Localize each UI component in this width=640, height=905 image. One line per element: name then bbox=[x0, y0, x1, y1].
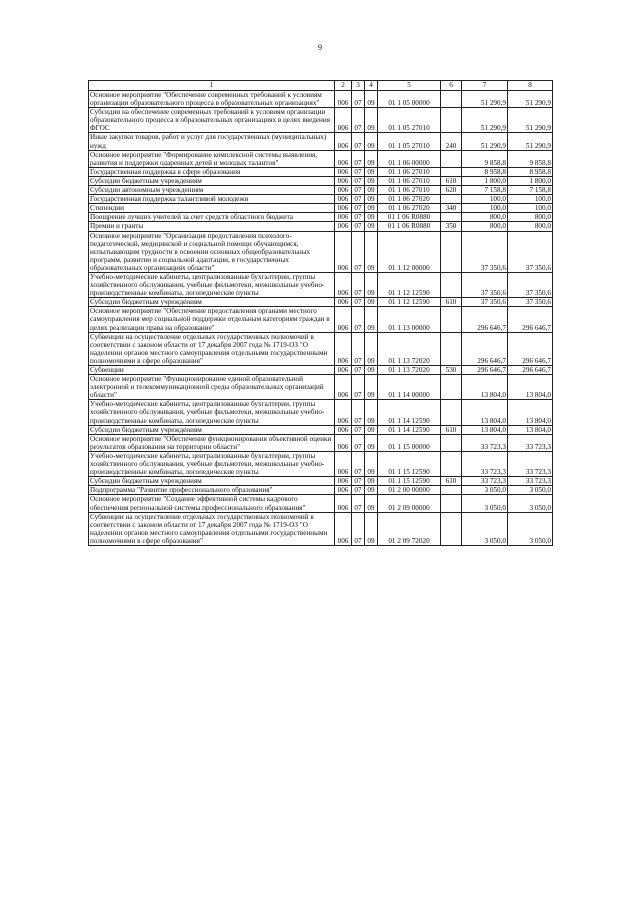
row-value-cell: 07 bbox=[352, 512, 365, 545]
row-value-cell: 13 804,0 bbox=[508, 425, 553, 434]
row-name-cell: Субсидии бюджетным учреждениям bbox=[89, 298, 335, 307]
row-value-cell: 09 bbox=[365, 213, 378, 222]
row-value-cell: 350 bbox=[441, 222, 462, 231]
row-value-cell: 006 bbox=[335, 272, 352, 297]
row-value-cell: 7 158,8 bbox=[462, 186, 508, 195]
row-name-cell: Иные закупки товаров, работ и услуг для государственных (муниципальных) нужд bbox=[89, 133, 335, 150]
row-value-cell: 006 bbox=[335, 298, 352, 307]
row-value-cell: 07 bbox=[352, 486, 365, 495]
table-row bbox=[89, 366, 553, 375]
row-value-cell: 09 bbox=[365, 167, 378, 176]
row-value-cell: 3 050,0 bbox=[462, 495, 508, 512]
table-header-row bbox=[89, 81, 553, 91]
row-value-cell: 01 1 12 00000 bbox=[378, 231, 441, 272]
row-name-cell: Поощрение лучших учителей за счет средств областного бюджета bbox=[89, 213, 335, 222]
row-value-cell bbox=[441, 512, 462, 545]
row-value-cell: 09 bbox=[365, 186, 378, 195]
row-name-cell: Субсидии бюджетным учреждениям bbox=[89, 477, 335, 486]
row-value-cell: 09 bbox=[365, 400, 378, 425]
column-header: 2 bbox=[335, 81, 352, 91]
row-value-cell: 13 804,0 bbox=[462, 375, 508, 400]
row-value-cell: 006 bbox=[335, 307, 352, 332]
row-value-cell: 01 1 13 72020 bbox=[378, 366, 441, 375]
column-header: 7 bbox=[462, 81, 508, 91]
row-value-cell: 09 bbox=[365, 486, 378, 495]
row-value-cell: 01 1 12 12590 bbox=[378, 298, 441, 307]
row-value-cell: 01 1 14 00000 bbox=[378, 375, 441, 400]
row-name-cell: Субсидии бюджетным учреждениям bbox=[89, 176, 335, 185]
row-value-cell bbox=[441, 332, 462, 365]
row-value-cell: 13 804,0 bbox=[462, 400, 508, 425]
row-value-cell: 07 bbox=[352, 213, 365, 222]
row-value-cell bbox=[441, 434, 462, 451]
row-name-cell: Основное мероприятие "Обеспечение предоставления органами местного самоуправления мер социальной поддержки отдельным категориям граждан в целях реализации права на образование" bbox=[89, 307, 335, 332]
row-value-cell: 01 1 06 R0880 bbox=[378, 222, 441, 231]
row-value-cell: 9 858,8 bbox=[508, 150, 553, 167]
row-value-cell: 07 bbox=[352, 167, 365, 176]
row-value-cell: 09 bbox=[365, 222, 378, 231]
table-row bbox=[89, 213, 553, 222]
row-name-cell: Субвенции bbox=[89, 366, 335, 375]
row-value-cell: 610 bbox=[441, 298, 462, 307]
row-value-cell: 3 050,0 bbox=[462, 486, 508, 495]
row-value-cell: 006 bbox=[335, 108, 352, 133]
column-header: 1 bbox=[89, 81, 335, 91]
row-value-cell: 09 bbox=[365, 332, 378, 365]
row-value-cell: 07 bbox=[352, 272, 365, 297]
row-value-cell: 09 bbox=[365, 307, 378, 332]
row-value-cell: 01 1 13 00000 bbox=[378, 307, 441, 332]
row-value-cell: 09 bbox=[365, 477, 378, 486]
row-value-cell: 006 bbox=[335, 167, 352, 176]
table-row bbox=[89, 108, 553, 133]
row-value-cell: 01 1 15 12590 bbox=[378, 477, 441, 486]
table-row bbox=[89, 133, 553, 150]
table-row bbox=[89, 307, 553, 332]
row-value-cell: 006 bbox=[335, 91, 352, 108]
table-row bbox=[89, 375, 553, 400]
row-value-cell bbox=[441, 167, 462, 176]
row-value-cell: 006 bbox=[335, 332, 352, 365]
table-row bbox=[89, 400, 553, 425]
row-value-cell: 006 bbox=[335, 204, 352, 213]
row-name-cell: Государственная поддержка талантливой молодежи bbox=[89, 195, 335, 204]
row-value-cell: 07 bbox=[352, 451, 365, 476]
table-row bbox=[89, 486, 553, 495]
row-value-cell: 100,0 bbox=[462, 195, 508, 204]
row-value-cell: 07 bbox=[352, 307, 365, 332]
row-value-cell: 006 bbox=[335, 495, 352, 512]
row-value-cell: 01 1 06 00000 bbox=[378, 150, 441, 167]
row-value-cell: 07 bbox=[352, 477, 365, 486]
row-value-cell: 09 bbox=[365, 495, 378, 512]
row-value-cell bbox=[441, 91, 462, 108]
row-value-cell: 07 bbox=[352, 91, 365, 108]
row-value-cell: 006 bbox=[335, 434, 352, 451]
row-name-cell: Субсидии бюджетным учреждениям bbox=[89, 425, 335, 434]
column-header: 5 bbox=[378, 81, 441, 91]
table-row bbox=[89, 451, 553, 476]
row-value-cell: 07 bbox=[352, 375, 365, 400]
row-value-cell: 3 050,0 bbox=[462, 512, 508, 545]
row-value-cell bbox=[441, 495, 462, 512]
row-value-cell: 006 bbox=[335, 213, 352, 222]
row-value-cell: 33 723,3 bbox=[508, 451, 553, 476]
row-name-cell: Учебно-методические кабинеты, централизованные бухгалтерии, группы хозяйственного обслуживания, учебные фильмотеки, межшкольные учебно-производственные комбинаты, логопедические пункты bbox=[89, 400, 335, 425]
row-value-cell: 37 350,6 bbox=[462, 298, 508, 307]
table-row bbox=[89, 167, 553, 176]
row-value-cell: 006 bbox=[335, 150, 352, 167]
row-value-cell: 620 bbox=[441, 186, 462, 195]
table-row bbox=[89, 91, 553, 108]
row-value-cell: 07 bbox=[352, 366, 365, 375]
row-value-cell: 01 1 06 27010 bbox=[378, 167, 441, 176]
row-value-cell: 33 723,3 bbox=[462, 451, 508, 476]
table-row bbox=[89, 231, 553, 272]
row-value-cell: 610 bbox=[441, 176, 462, 185]
row-name-cell: Основное мероприятие "Создание эффективной системы кадрового обеспечения региональной системы профессионального образования" bbox=[89, 495, 335, 512]
row-name-cell: Учебно-методические кабинеты, централизованные бухгалтерии, группы хозяйственного обслуживания, учебные фильмотеки, межшкольные учебно-производственные комбинаты, логопедические пункты bbox=[89, 272, 335, 297]
table-row bbox=[89, 204, 553, 213]
row-value-cell: 09 bbox=[365, 298, 378, 307]
row-value-cell: 51 290,9 bbox=[462, 133, 508, 150]
row-name-cell: Премии и гранты bbox=[89, 222, 335, 231]
row-value-cell: 01 1 05 27010 bbox=[378, 108, 441, 133]
row-value-cell: 51 290,9 bbox=[462, 108, 508, 133]
row-value-cell: 51 290,9 bbox=[462, 91, 508, 108]
row-name-cell: Государственная поддержка в сфере образования bbox=[89, 167, 335, 176]
row-value-cell: 01 1 06 R0880 bbox=[378, 213, 441, 222]
table-row bbox=[89, 195, 553, 204]
row-value-cell: 800,0 bbox=[508, 222, 553, 231]
row-value-cell: 01 1 06 27020 bbox=[378, 195, 441, 204]
row-value-cell: 09 bbox=[365, 204, 378, 213]
row-value-cell: 07 bbox=[352, 222, 365, 231]
row-value-cell: 100,0 bbox=[508, 204, 553, 213]
row-value-cell: 13 804,0 bbox=[508, 375, 553, 400]
table-row bbox=[89, 222, 553, 231]
row-value-cell: 09 bbox=[365, 91, 378, 108]
row-value-cell: 09 bbox=[365, 272, 378, 297]
row-value-cell: 240 bbox=[441, 133, 462, 150]
row-value-cell: 51 290,9 bbox=[508, 108, 553, 133]
row-value-cell bbox=[441, 400, 462, 425]
table-row bbox=[89, 298, 553, 307]
row-value-cell bbox=[441, 150, 462, 167]
row-value-cell: 006 bbox=[335, 477, 352, 486]
row-value-cell bbox=[441, 451, 462, 476]
row-value-cell: 006 bbox=[335, 451, 352, 476]
row-value-cell: 51 290,9 bbox=[508, 91, 553, 108]
row-value-cell: 07 bbox=[352, 495, 365, 512]
row-value-cell: 01 1 06 27010 bbox=[378, 186, 441, 195]
row-value-cell: 37 350,6 bbox=[462, 231, 508, 272]
row-value-cell: 09 bbox=[365, 133, 378, 150]
row-value-cell: 09 bbox=[365, 512, 378, 545]
row-value-cell: 01 2 09 00000 bbox=[378, 495, 441, 512]
row-value-cell: 8 958,8 bbox=[508, 167, 553, 176]
table-row bbox=[89, 434, 553, 451]
row-value-cell: 296 646,7 bbox=[462, 332, 508, 365]
row-value-cell bbox=[441, 213, 462, 222]
row-value-cell: 09 bbox=[365, 451, 378, 476]
row-value-cell: 07 bbox=[352, 425, 365, 434]
row-value-cell: 296 646,7 bbox=[508, 366, 553, 375]
row-value-cell: 610 bbox=[441, 477, 462, 486]
row-name-cell: Основное мероприятие "Организация предоставления психолого-педагогической, медицинской и социальной помощи обучающимся, испытывающим трудности в освоении основных общеобразовательных программ, развитии и социальной адаптации, в государственных образовательных организациях области" bbox=[89, 231, 335, 272]
row-name-cell: Субсидии на обеспечение современных требований к условиям организации образовательного процесса в образовательных организациях в целях введения ФГОС bbox=[89, 108, 335, 133]
row-value-cell: 340 bbox=[441, 204, 462, 213]
row-value-cell: 006 bbox=[335, 222, 352, 231]
row-value-cell: 07 bbox=[352, 332, 365, 365]
row-value-cell: 07 bbox=[352, 231, 365, 272]
table-row bbox=[89, 150, 553, 167]
row-value-cell: 33 723,3 bbox=[462, 434, 508, 451]
row-value-cell: 01 1 15 12590 bbox=[378, 451, 441, 476]
row-value-cell: 37 350,6 bbox=[508, 298, 553, 307]
row-value-cell: 01 2 09 72020 bbox=[378, 512, 441, 545]
row-value-cell: 8 958,8 bbox=[462, 167, 508, 176]
page-number: 9 bbox=[318, 43, 322, 52]
row-value-cell: 006 bbox=[335, 133, 352, 150]
row-value-cell: 006 bbox=[335, 425, 352, 434]
row-value-cell: 006 bbox=[335, 195, 352, 204]
row-value-cell: 07 bbox=[352, 186, 365, 195]
column-header: 4 bbox=[365, 81, 378, 91]
row-value-cell: 07 bbox=[352, 133, 365, 150]
table-row bbox=[89, 495, 553, 512]
row-value-cell: 09 bbox=[365, 195, 378, 204]
row-value-cell: 006 bbox=[335, 512, 352, 545]
row-name-cell: Основное мероприятие "Обеспечение современных требований к условиям организации образовательного процесса в образовательных организациях" bbox=[89, 91, 335, 108]
row-name-cell: Подпрограмма "Развитие профессионального образования" bbox=[89, 486, 335, 495]
column-header: 6 bbox=[441, 81, 462, 91]
row-value-cell: 01 1 12 12590 bbox=[378, 272, 441, 297]
row-value-cell: 07 bbox=[352, 176, 365, 185]
row-value-cell bbox=[441, 231, 462, 272]
row-value-cell: 800,0 bbox=[508, 213, 553, 222]
row-value-cell: 006 bbox=[335, 375, 352, 400]
row-value-cell: 01 1 06 27010 bbox=[378, 176, 441, 185]
row-value-cell: 3 050,0 bbox=[508, 486, 553, 495]
row-value-cell: 01 1 14 12590 bbox=[378, 400, 441, 425]
row-value-cell: 01 1 14 12590 bbox=[378, 425, 441, 434]
row-value-cell: 01 1 13 72020 bbox=[378, 332, 441, 365]
row-value-cell: 07 bbox=[352, 108, 365, 133]
budget-table bbox=[88, 80, 553, 546]
row-value-cell: 006 bbox=[335, 486, 352, 495]
row-value-cell: 37 350,6 bbox=[462, 272, 508, 297]
row-value-cell: 800,0 bbox=[462, 213, 508, 222]
row-value-cell: 7 158,8 bbox=[508, 186, 553, 195]
row-value-cell: 33 723,3 bbox=[508, 477, 553, 486]
row-value-cell: 100,0 bbox=[462, 204, 508, 213]
row-name-cell: Субвенции на осуществление отдельных государственных полномочий в соответствии с законом области от 17 декабря 2007 года № 1719-ОЗ "О наделении органов местного самоуправления отдельными государственными полномочиями в сфере образования" bbox=[89, 512, 335, 545]
table-row bbox=[89, 425, 553, 434]
row-value-cell: 296 646,7 bbox=[462, 366, 508, 375]
row-value-cell: 610 bbox=[441, 425, 462, 434]
row-value-cell: 07 bbox=[352, 400, 365, 425]
row-value-cell: 51 290,9 bbox=[508, 133, 553, 150]
row-value-cell: 33 723,3 bbox=[462, 477, 508, 486]
row-name-cell: Учебно-методические кабинеты, централизованные бухгалтерии, группы хозяйственного обслуживания, учебные фильмотеки, межшкольные учебно-производственные комбинаты, логопедические пункты bbox=[89, 451, 335, 476]
row-value-cell: 800,0 bbox=[462, 222, 508, 231]
row-name-cell: Стипендии bbox=[89, 204, 335, 213]
row-value-cell: 09 bbox=[365, 231, 378, 272]
row-value-cell: 9 858,8 bbox=[462, 150, 508, 167]
row-value-cell: 09 bbox=[365, 434, 378, 451]
row-value-cell: 37 350,6 bbox=[508, 231, 553, 272]
row-value-cell bbox=[441, 108, 462, 133]
row-value-cell: 01 1 06 27020 bbox=[378, 204, 441, 213]
row-value-cell: 3 050,0 bbox=[508, 495, 553, 512]
row-value-cell: 09 bbox=[365, 375, 378, 400]
column-header: 3 bbox=[352, 81, 365, 91]
row-value-cell: 13 804,0 bbox=[462, 425, 508, 434]
row-value-cell: 09 bbox=[365, 425, 378, 434]
row-value-cell: 006 bbox=[335, 176, 352, 185]
row-value-cell: 09 bbox=[365, 176, 378, 185]
table-row bbox=[89, 272, 553, 297]
row-value-cell: 006 bbox=[335, 231, 352, 272]
row-value-cell: 01 1 15 00000 bbox=[378, 434, 441, 451]
row-value-cell: 37 350,6 bbox=[508, 272, 553, 297]
row-value-cell: 09 bbox=[365, 150, 378, 167]
row-value-cell: 09 bbox=[365, 366, 378, 375]
table-row bbox=[89, 512, 553, 545]
row-name-cell: Субсидии автономным учреждениям bbox=[89, 186, 335, 195]
row-value-cell: 07 bbox=[352, 195, 365, 204]
row-value-cell: 296 646,7 bbox=[508, 332, 553, 365]
row-value-cell bbox=[441, 272, 462, 297]
row-value-cell: 1 800,0 bbox=[508, 176, 553, 185]
row-value-cell bbox=[441, 486, 462, 495]
row-name-cell: Основное мероприятие "Функционирование единой образовательной электронной и телекоммуникационной среды образовательных организаций области" bbox=[89, 375, 335, 400]
row-value-cell: 01 2 00 00000 bbox=[378, 486, 441, 495]
row-value-cell: 33 723,3 bbox=[508, 434, 553, 451]
row-value-cell bbox=[441, 195, 462, 204]
row-value-cell: 006 bbox=[335, 400, 352, 425]
row-value-cell: 09 bbox=[365, 108, 378, 133]
row-value-cell: 07 bbox=[352, 434, 365, 451]
row-value-cell bbox=[441, 307, 462, 332]
column-header: 8 bbox=[508, 81, 553, 91]
row-value-cell: 530 bbox=[441, 366, 462, 375]
table-row bbox=[89, 186, 553, 195]
row-value-cell: 296 646,7 bbox=[462, 307, 508, 332]
row-value-cell: 006 bbox=[335, 186, 352, 195]
row-value-cell: 296 646,7 bbox=[508, 307, 553, 332]
row-value-cell bbox=[441, 375, 462, 400]
row-value-cell: 01 1 05 27010 bbox=[378, 133, 441, 150]
table-row bbox=[89, 176, 553, 185]
table-row bbox=[89, 332, 553, 365]
table-row bbox=[89, 477, 553, 486]
row-value-cell: 1 800,0 bbox=[462, 176, 508, 185]
row-value-cell: 07 bbox=[352, 204, 365, 213]
row-value-cell: 07 bbox=[352, 298, 365, 307]
row-value-cell: 13 804,0 bbox=[508, 400, 553, 425]
row-name-cell: Основное мероприятие "Обеспечение функционирования объективной оценки результатов образования на территории области" bbox=[89, 434, 335, 451]
row-name-cell: Субвенции на осуществление отдельных государственных полномочий в соответствии с законом области от 17 декабря 2007 года № 1719-ОЗ "О наделении органов местного самоуправления отдельными государственными полномочиями в сфере образования" bbox=[89, 332, 335, 365]
row-value-cell: 006 bbox=[335, 366, 352, 375]
row-value-cell: 07 bbox=[352, 150, 365, 167]
row-value-cell: 3 050,0 bbox=[508, 512, 553, 545]
row-value-cell: 100,0 bbox=[508, 195, 553, 204]
row-value-cell: 01 1 05 00000 bbox=[378, 91, 441, 108]
row-name-cell: Основное мероприятие "Формирование комплексной системы выявления, развития и поддержки одаренных детей и молодых талантов" bbox=[89, 150, 335, 167]
